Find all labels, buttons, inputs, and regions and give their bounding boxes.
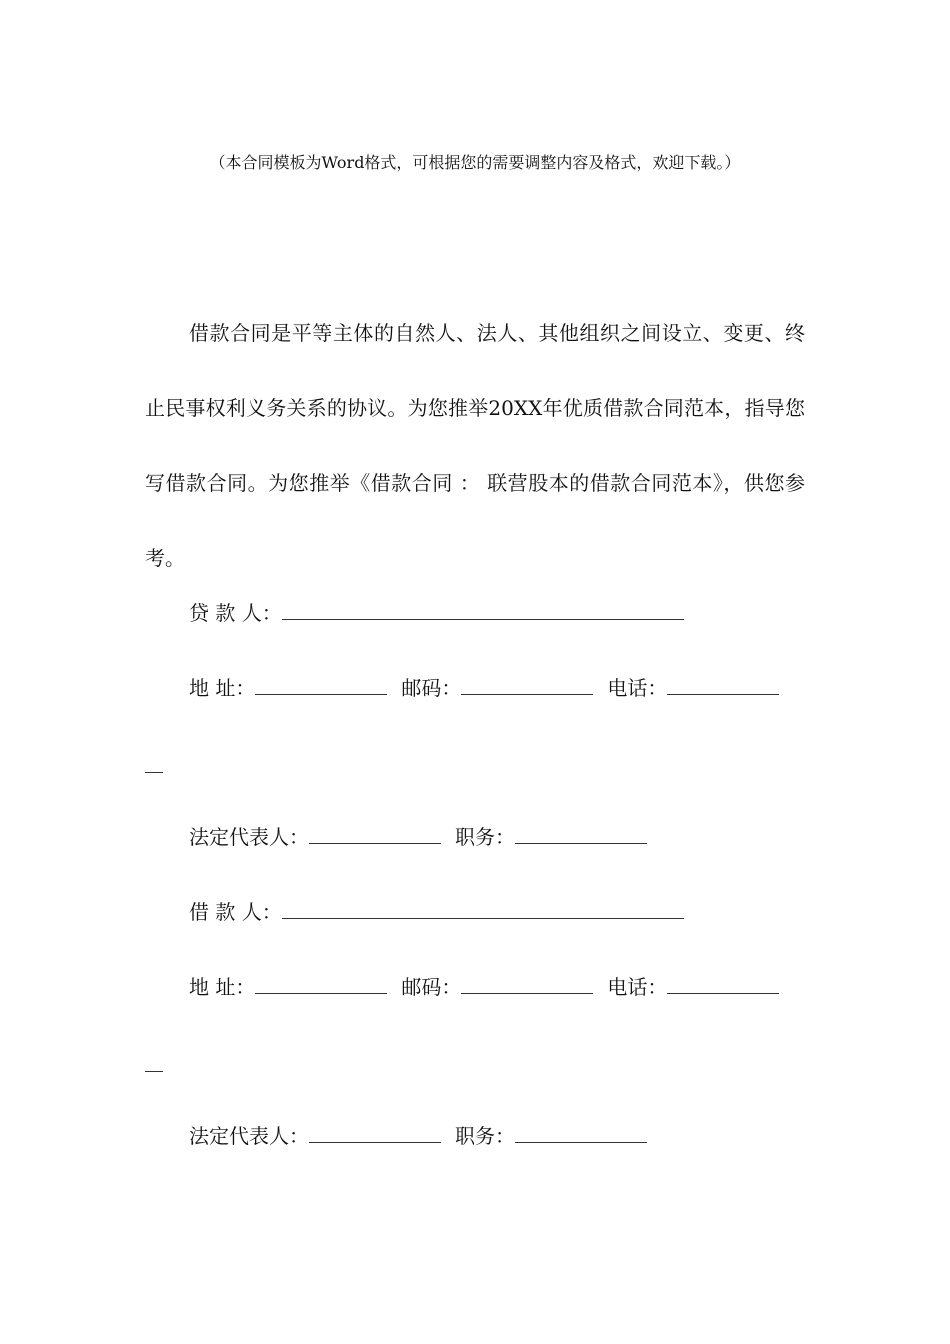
borrower-rep-line <box>189 1120 647 1150</box>
lender-name-field[interactable] <box>282 597 684 620</box>
intro-paragraph: 借款合同是平等主体的自然人、法人、其他组织之间设立、变更、终止民事权利义务关系的协议。为您推举20XX年优质借款合同范本，指导您写借款合同。为您推举《借款合同 ： 联营股本的借款合同范本》，供您参考。 <box>145 321 805 570</box>
lender-rep-field[interactable] <box>309 821 441 844</box>
lender-phone-label: 电话： <box>607 676 668 700</box>
borrower-postcode-label: 邮码： <box>401 975 462 999</box>
lender-name-line <box>189 597 684 627</box>
lender-phone-field[interactable] <box>667 672 779 695</box>
lender-position-label: 职务： <box>455 825 515 849</box>
lender-name-label: 贷 款 人： <box>189 601 282 625</box>
borrower-position-label: 职务： <box>455 1124 515 1148</box>
borrower-rep-field[interactable] <box>309 1120 441 1143</box>
borrower-name-field[interactable] <box>282 896 684 919</box>
lender-postcode-field[interactable] <box>461 672 593 695</box>
lender-address-field[interactable] <box>255 672 387 695</box>
borrower-position-field[interactable] <box>515 1120 647 1143</box>
borrower-address-field[interactable] <box>255 971 387 994</box>
lender-rep-label: 法定代表人： <box>189 825 309 849</box>
borrower-phone-label: 电话： <box>607 975 668 999</box>
lender-contact-line <box>189 672 779 702</box>
borrower-rep-label: 法定代表人： <box>189 1124 309 1148</box>
lender-rep-line <box>189 821 647 851</box>
borrower-name-line <box>189 896 684 926</box>
lender-postcode-label: 邮码： <box>401 676 462 700</box>
borrower-name-label: 借 款 人： <box>189 900 282 924</box>
borrower-phone-field-continuation[interactable] <box>145 1071 163 1072</box>
borrower-phone-field[interactable] <box>667 971 779 994</box>
borrower-contact-line <box>189 971 779 1001</box>
lender-position-field[interactable] <box>515 821 647 844</box>
borrower-postcode-field[interactable] <box>461 971 593 994</box>
lender-address-label: 地 址： <box>189 676 256 700</box>
template-notice: （本合同模板为Word格式，可根据您的需要调整内容及格式，欢迎下载。） <box>209 153 741 172</box>
lender-phone-field-continuation[interactable] <box>145 772 163 773</box>
borrower-address-label: 地 址： <box>189 975 256 999</box>
